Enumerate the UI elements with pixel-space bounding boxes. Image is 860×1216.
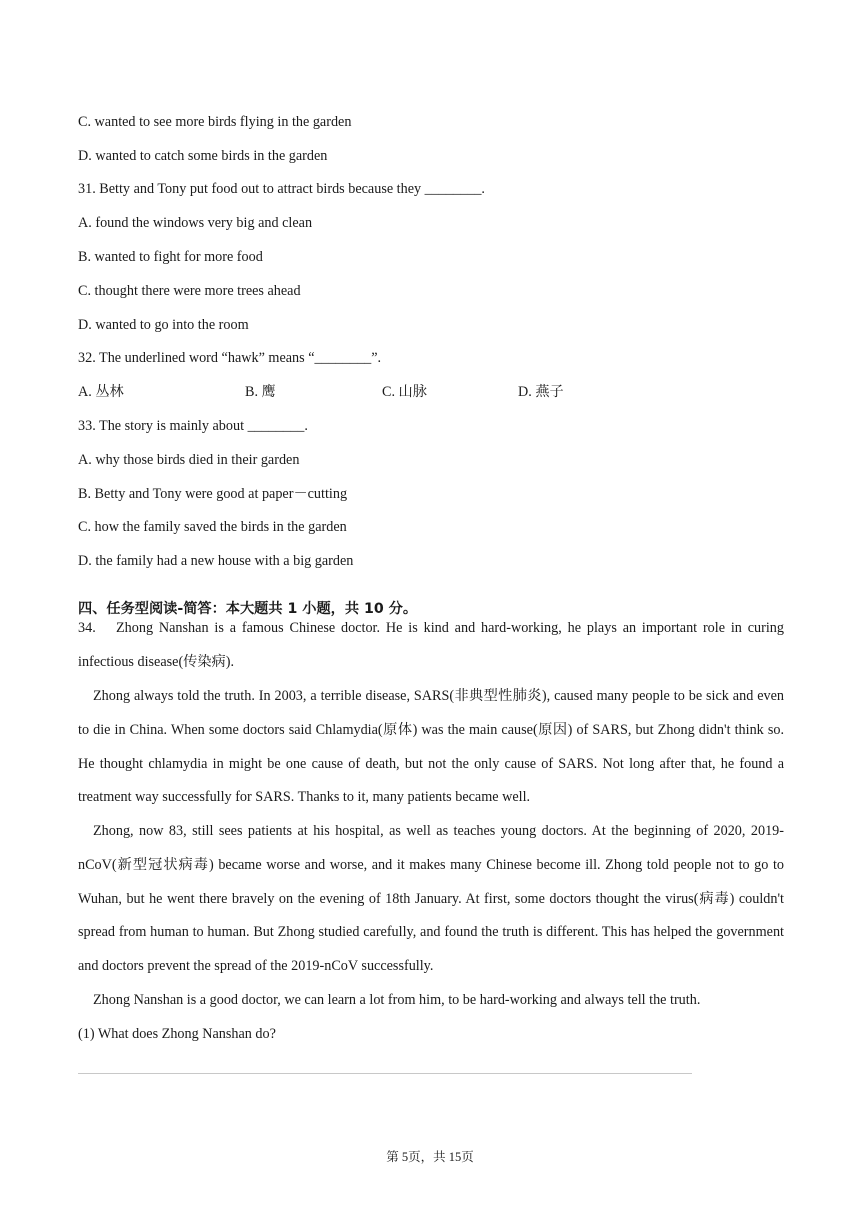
q34-paragraph-3: Zhong, now 83, still sees patients at his hospital, as well as teaches young doctors. At the beginning of 2020, 2019-nCoV(新型冠状病毒) became worse and worse, and it makes many Chinese become ill. Zhong told people not to go to Wuhan, but he went there bravely on the evening of 18th January. At first, some doctors thought the virus(病毒) couldn't spread from human to human. But Zhong studied carefully, and found the truth is different. This has helped the government and doctors prevent the spread of the 2019-nCoV successfully. (78, 823, 784, 975)
q30-option-c: C. wanted to see more birds flying in the garden (78, 114, 352, 130)
q34-paragraph-1-text: Zhong Nanshan is a famous Chinese doctor. He is kind and hard-working, he plays an important role in curing infectious disease(传染病). (78, 620, 784, 670)
q33-option-c: C. how the family saved the birds in the garden (78, 519, 347, 535)
q31-option-b: B. wanted to fight for more food (78, 249, 263, 265)
q33-option-d: D. the family had a new house with a big garden (78, 553, 354, 569)
q32-option-d: D. 燕子 (518, 384, 564, 400)
q31-stem: 31. Betty and Tony put food out to attract birds because they ________. (78, 181, 485, 197)
section-4-title: 四、任务型阅读-简答：本大题共 1 小题，共 10 分。 (78, 601, 418, 618)
q33-stem: 33. The story is mainly about ________. (78, 418, 308, 434)
q32-option-a: A. 丛林 (78, 384, 124, 400)
q34-sub-question-1: (1) What does Zhong Nanshan do? (78, 1026, 276, 1042)
q33-option-b: B. Betty and Tony were good at paper－cutting (78, 486, 348, 502)
q31-option-d: D. wanted to go into the room (78, 317, 249, 333)
q31-option-a: A. found the windows very big and clean (78, 215, 313, 231)
page-footer: 第 5页，共 15页 (386, 1150, 474, 1164)
q32-stem: 32. The underlined word “hawk” means “________”. (78, 350, 382, 366)
q31-option-c: C. thought there were more trees ahead (78, 283, 301, 299)
q30-option-d: D. wanted to catch some birds in the garden (78, 148, 328, 164)
q32-options (78, 382, 778, 402)
q32-option-c: C. 山脉 (382, 384, 427, 400)
q34-number: 34. (78, 620, 96, 636)
q33-option-a: A. why those birds died in their garden (78, 452, 300, 468)
q34-paragraph-1 (78, 612, 784, 680)
q34-paragraph-2: Zhong always told the truth. In 2003, a terrible disease, SARS(非典型性肺炎), caused many people to be sick and even to die in China. When some doctors said Chlamydia(原体) was the main cause(原因) of SARS, but Zhong didn't think so. He thought chlamydia in might be one cause of death, but not the only cause of SARS. Not long after that, he found a treatment way successfully for SARS. Thanks to it, many patients became well. (78, 688, 784, 806)
q34-paragraph-4: Zhong Nanshan is a good doctor, we can learn a lot from him, to be hard-working and always tell the truth. (93, 992, 701, 1008)
answer-line[interactable] (78, 1073, 692, 1074)
q32-option-b: B. 鹰 (245, 384, 276, 400)
